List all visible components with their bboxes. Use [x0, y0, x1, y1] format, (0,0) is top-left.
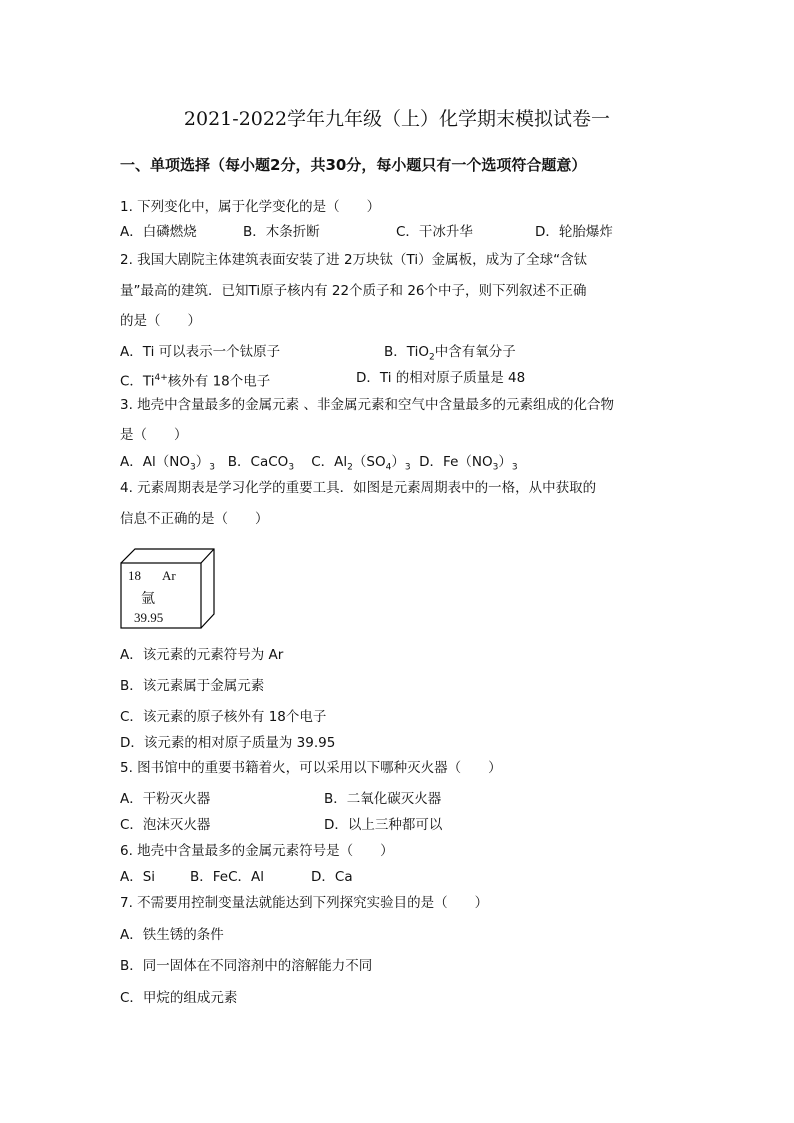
q3-option-b: B．CaCO$_3$ — [227, 454, 295, 473]
q5-option-a: A．干粉灭火器 — [120, 791, 211, 807]
q4-option-d: D．该元素的相对原子质量为 39.95 — [120, 735, 336, 751]
page-title: 2021-2022学年九年级（上）化学期末模拟试卷一 — [183, 108, 611, 130]
q4-option-b: B．该元素属于金属元素 — [120, 678, 265, 694]
periodic-table-cell — [120, 548, 216, 630]
q1-option-c: C．干冰升华 — [396, 224, 473, 240]
q1-option-b: B．木条折断 — [243, 224, 320, 240]
q2-stem-line1: 2. 我国大剧院主体建筑表面安装了进 2万块钛（Ti）金属板，成为了全球“含钛 — [120, 252, 588, 268]
q3-options — [120, 452, 518, 478]
q1-option-a: A．白磷燃烧 — [120, 224, 197, 240]
q2-option-c: C．$Ti^{4+}$核外有 18个电子 — [120, 373, 271, 390]
q6-stem: 6. 地壳中含量最多的金属元素符号是（ ） — [120, 843, 394, 859]
q7-stem: 7. 不需要用控制变量法就能达到下列探究实验目的是（ ） — [120, 895, 489, 911]
element-atomic-mass: 39.95 — [134, 610, 164, 625]
q7-option-c: C．甲烷的组成元素 — [120, 990, 238, 1006]
q4-stem-line2: 信息不正确的是（ ） — [120, 511, 269, 527]
q2-option-a: A．Ti 可以表示一个钛原子 — [120, 344, 281, 360]
q2-option-b: B．TiO$_2$中含有氧分子 — [384, 344, 516, 363]
element-name: 氩 — [141, 591, 155, 607]
element-symbol: Ar — [162, 568, 176, 583]
element-atomic-number: 18 — [128, 568, 141, 583]
q7-option-a: A．铁生锈的条件 — [120, 927, 224, 943]
q6-option-bc: B．FeC．Al — [190, 869, 265, 885]
q4-option-a: A．该元素的元素符号为 Ar — [120, 647, 284, 663]
q3-option-d: D．$Fe(NO_3)_3$ — [419, 454, 518, 473]
q4-stem-line1: 4. 元素周期表是学习化学的重要工具．如图是元素周期表中的一格，从中获取的 — [120, 480, 597, 496]
q6-option-a: A．Si — [120, 869, 156, 885]
q5-stem: 5. 图书馆中的重要书籍着火，可以采用以下哪种灭火器（ ） — [120, 760, 502, 776]
q2-stem-line2: 量”最高的建筑．已知Ti原子核内有 22个质子和 26个中子，则下列叙述不正确 — [120, 283, 587, 299]
q3-option-a: A．$Al(NO_3)_3$ — [120, 454, 215, 473]
q3-option-c: C．$Al_2(SO_4)_3$ — [311, 454, 411, 473]
section-heading: 一、单项选择（每小题2分，共30分，每小题只有一个选项符合题意） — [120, 156, 587, 174]
q3-stem-line2: 是（ ） — [120, 427, 188, 443]
q7-option-b: B．同一固体在不同溶剂中的溶解能力不同 — [120, 958, 373, 974]
q1-option-d: D．轮胎爆炸 — [535, 224, 613, 240]
q3-stem-line1: 3. 地壳中含量最多的金属元素 、非金属元素和空气中含量最多的元素组成的化合物 — [120, 397, 614, 413]
q4-option-c: C．该元素的原子核外有 18个电子 — [120, 709, 327, 725]
q5-option-b: B．二氧化碳灭火器 — [324, 791, 442, 807]
q5-option-c: C．泡沫灭火器 — [120, 817, 211, 833]
q2-option-d: D．Ti 的相对原子质量是 48 — [356, 370, 526, 386]
q2-stem-line3: 的是（ ） — [120, 313, 201, 329]
q5-option-d: D．以上三种都可以 — [324, 817, 443, 833]
q6-option-d: D．Ca — [311, 869, 353, 885]
q1-stem: 1. 下列变化中，属于化学变化的是（ ） — [120, 199, 381, 215]
